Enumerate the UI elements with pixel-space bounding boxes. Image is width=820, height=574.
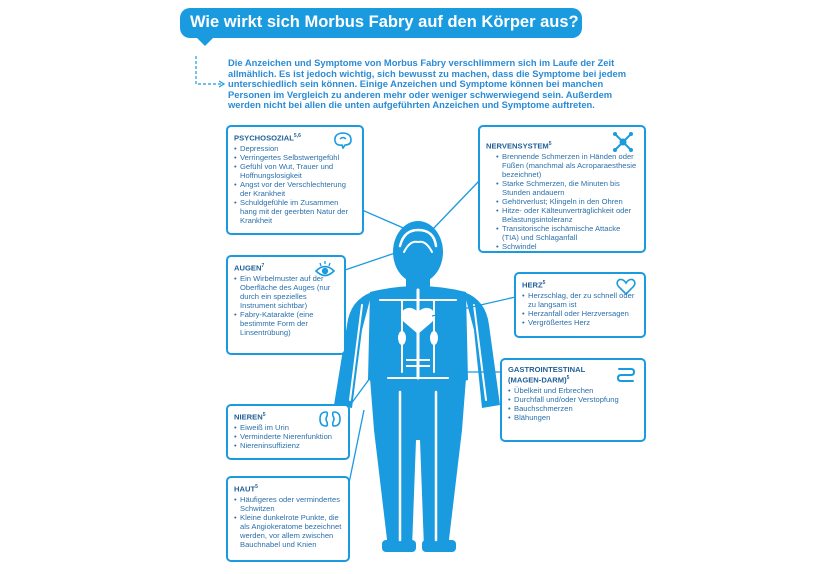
list-item: • Angst vor der Verschlechterung der Krankheit: [234, 180, 356, 198]
list-item: • Starke Schmerzen, die Minuten bis Stunden andauern: [496, 179, 638, 197]
box-herz: [514, 272, 646, 338]
list-item: • Herzschlag, der zu schnell oder zu langsam ist: [522, 291, 638, 309]
box-title: AUGEN$^7$: [234, 263, 265, 273]
list-item: • Verminderte Nierenfunktion: [234, 432, 342, 441]
list-item: • Fabry-Katarakte (eine bestimmte Form der Linsentrübung): [234, 310, 338, 337]
list-item: • Ein Wirbelmuster auf der Oberfläche des Auges (nur durch ein spezielles Instrument sichtbar): [234, 274, 338, 310]
list-item: • Verringertes Selbstwertgefühl: [234, 153, 356, 162]
list-item: • Durchfall und/oder Verstopfung: [508, 395, 638, 404]
kidney-left: [398, 331, 406, 345]
box-title: HAUT$^5$: [234, 484, 258, 494]
page-title: Wie wirkt sich Morbus Fabry auf den Körper aus?: [190, 13, 579, 31]
list-item: • Eiweiß im Urin: [234, 423, 342, 432]
list-item: • Kleine dunkelrote Punkte, die als Angiokeratome bezeichnet werden, vor allem zwischen Bauchnabel und Knien: [234, 513, 342, 549]
box-haut: [226, 476, 350, 562]
box-gastro: [500, 358, 646, 442]
intestine-icon: [616, 366, 636, 384]
list-item: • Herzanfall oder Herzversagen: [522, 309, 638, 318]
title-bubble: [180, 8, 582, 38]
list-item: • Hitze- oder Kälteunverträglichkeit oder Belastungsintoleranz: [496, 206, 638, 224]
list-item: • Schuldgefühle im Zusammen hang mit der geerbten Natur der Krankheit: [234, 198, 356, 225]
list-item: • Brennende Schmerzen in Händen oder Füßen (manchmal als Acroparaesthesie bezeichnet): [496, 152, 638, 179]
list-item: • Bauchschmerzen: [508, 404, 638, 413]
box-title: PSYCHOSOZIAL$^{5,6}$: [234, 133, 301, 143]
human-silhouette: [334, 221, 500, 552]
list-item: • Niereninsuffizienz: [234, 441, 342, 450]
list-item: • Gefühl von Wut, Trauer und Hoffnungslosigkeit: [234, 162, 356, 180]
list-item: • Depression: [234, 144, 356, 153]
box-title: HERZ$^5$: [522, 280, 546, 290]
box-nieren: [226, 404, 350, 460]
box-augen: [226, 255, 346, 355]
intro-text: Die Anzeichen und Symptome von Morbus Fabry verschlimmern sich im Laufe der Zeit allmählich. Es ist jedoch wichtig, sich bewusst zu machen, dass die Symptome bei jedem unterschiedlich sein können. Einige Anzeichen und Symptome können bei manchen Personen im Vergleich zu anderen mehr oder weniger schwerwiegend sein. Außerdem werden nicht bei allen die unten aufgeführten Anzeichen und Symptome auftreten.: [228, 57, 627, 111]
box-psychosozial: [226, 125, 364, 235]
list-item: • Vergrößertes Herz: [522, 318, 638, 327]
list-item: • Häufigeres oder vermindertes Schwitzen: [234, 495, 342, 513]
list-item: • Transitorische ischämische Attacke (TIA) und Schlaganfall: [496, 224, 638, 242]
box-title: NERVENSYSTEM$^5$: [486, 141, 552, 151]
list-item: • Schwindel: [496, 242, 638, 251]
list-item: • Blähungen: [508, 413, 638, 422]
box-title: GASTROINTESTINAL (MAGEN-DARM)$^5$: [508, 365, 586, 385]
neuron-icon: [612, 131, 634, 153]
title-tail: [196, 37, 214, 46]
box-nervensystem: [478, 125, 646, 253]
list-item: • Gehörverlust; Klingeln in den Ohren: [496, 197, 638, 206]
dashed-connector: [196, 56, 222, 84]
list-item: • Übelkeit und Erbrechen: [508, 386, 638, 395]
box-title: NIEREN$^5$: [234, 412, 266, 422]
kidney-right: [430, 331, 438, 345]
